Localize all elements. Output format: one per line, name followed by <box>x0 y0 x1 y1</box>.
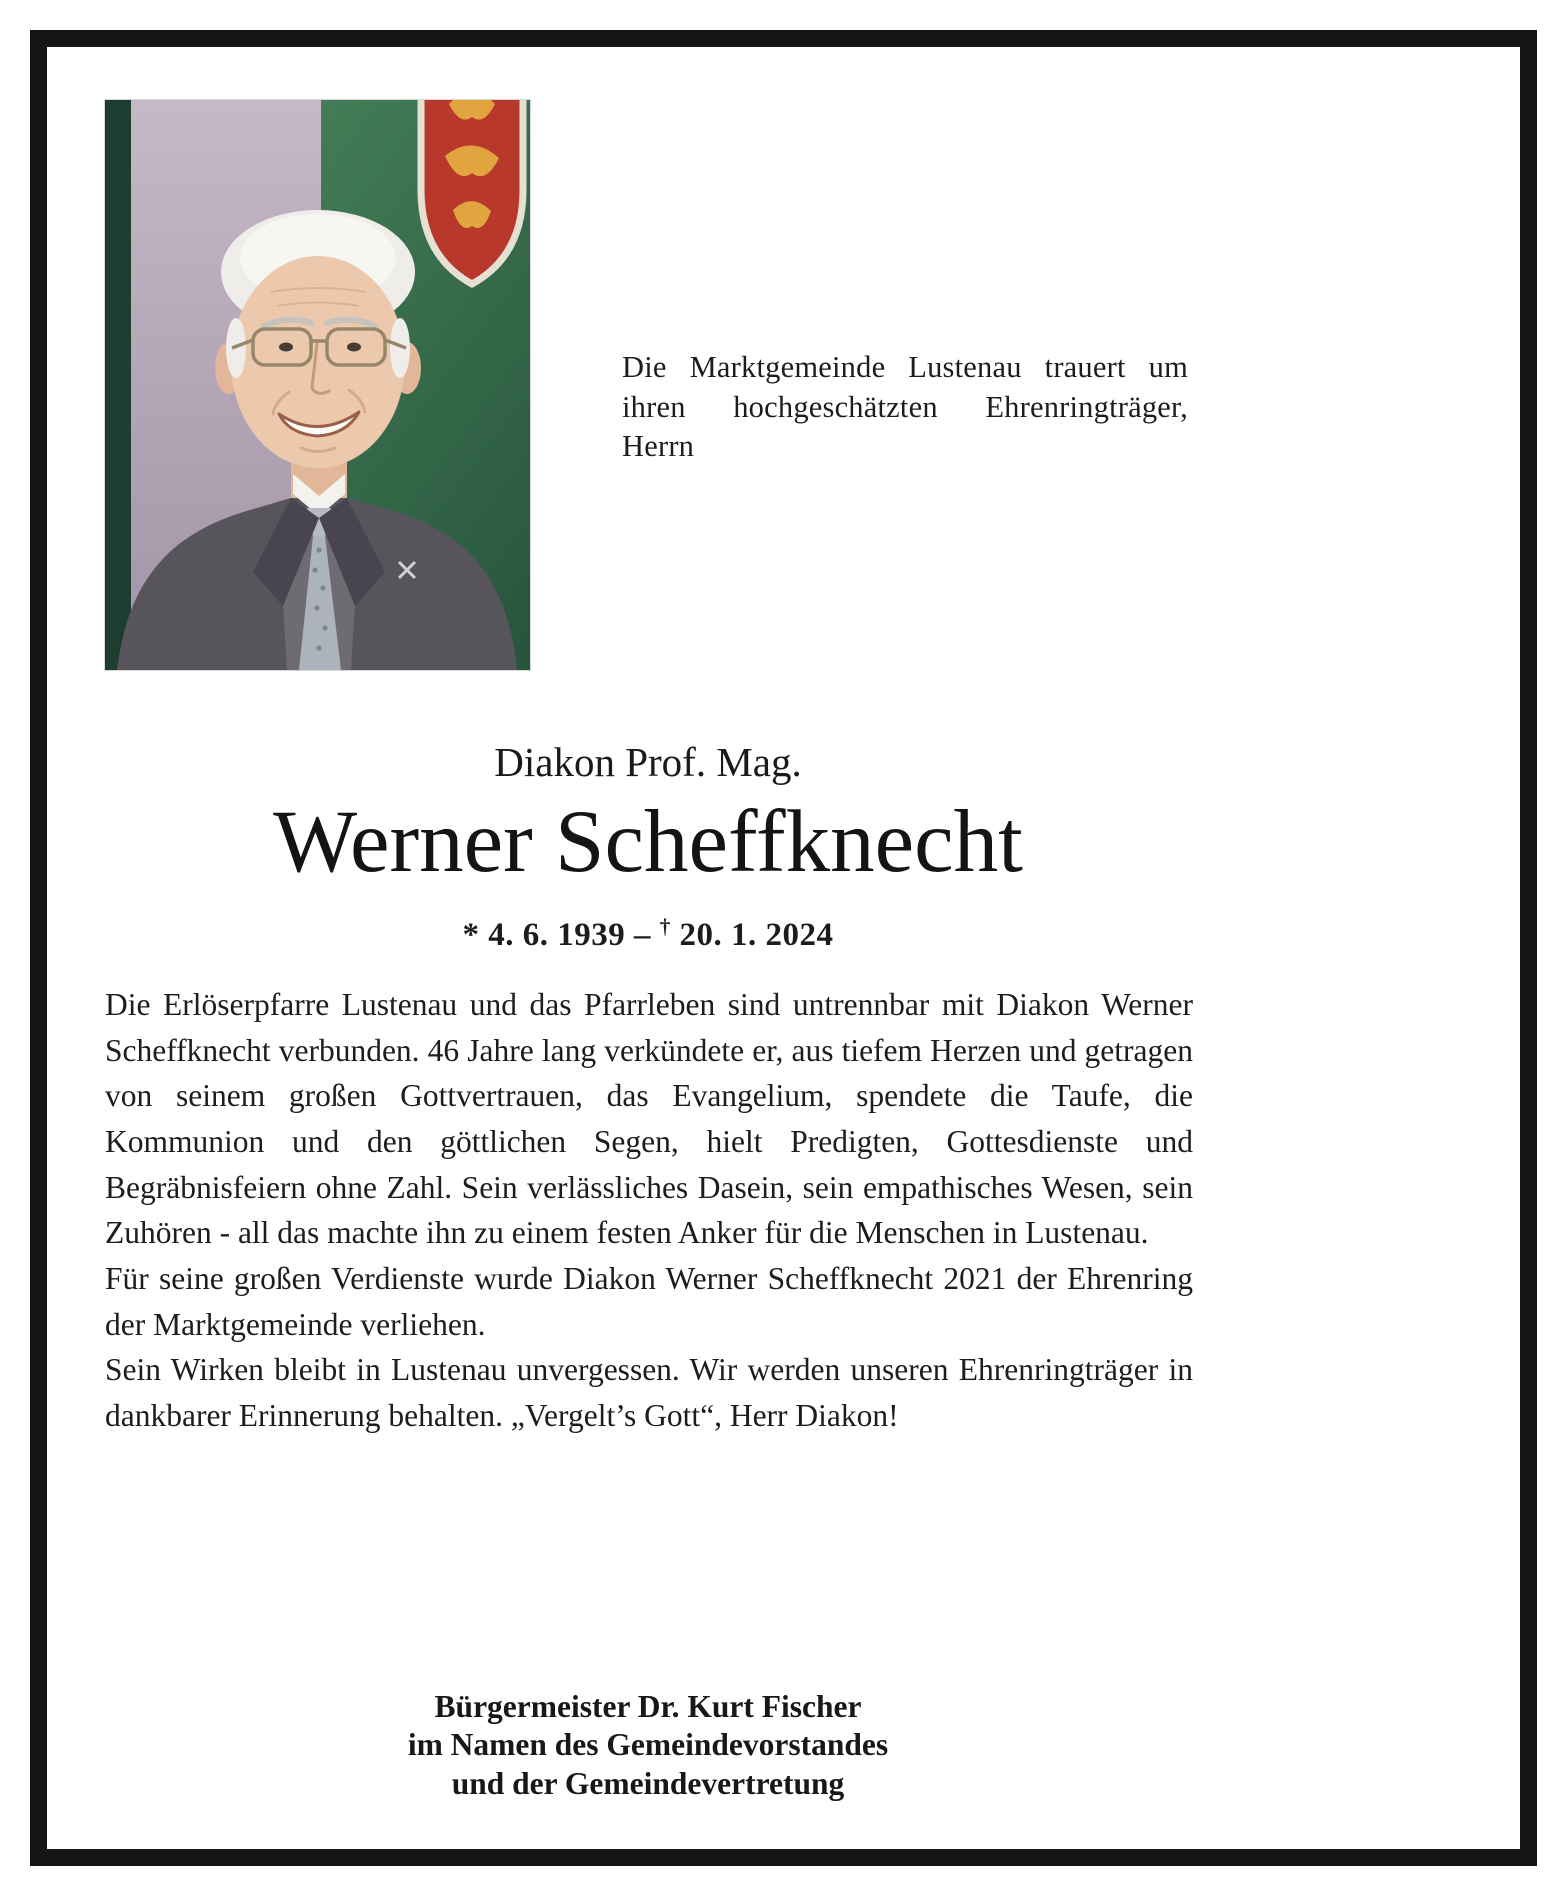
body-paragraph-2: Für seine großen Verdienste wurde Diakon Werner Scheffknecht 2021 der Ehrenring der Marktgemeinde verliehen. <box>105 1261 1193 1342</box>
portrait-photo <box>105 100 530 670</box>
intro-paragraph: Die Marktgemeinde Lustenau trauert um ihren hochgeschätzten Ehrenringträger, Herrn <box>622 350 1188 464</box>
death-date: 20. 1. 2024 <box>679 917 834 953</box>
deceased-name: Werner Scheffknecht <box>273 793 1023 891</box>
body-paragraph-3: Sein Wirken bleibt in Lustenau unvergessen. Wir werden unseren Ehrenringträger in dankbarer Erinnerung behalten. „Vergelt’s Gott“, Herr Diakon! <box>105 1352 1193 1434</box>
dates-dash: – <box>633 917 651 953</box>
signature-line-board: im Namen des Gemeindevorstandes <box>407 1727 889 1763</box>
birth-date: * 4. 6. 1939 <box>462 917 626 953</box>
body-paragraph-1: Die Erlöserpfarre Lustenau und das Pfarrleben sind untrennbar mit Diakon Werner Scheffknecht verbunden. 46 Jahre lang verkündete er, aus tiefem Herzen und getragen von seinem großen Gottvertrauen, das Evangelium, spendete die Taufe, die Kommunion und den göttlichen Segen, hielt Predigten, Gottesdienste und Begräbnisfeiern ohne Zahl. Sein verlässliches Dasein, sein empathisches Wesen, sein Zuhören - all das machte ihn zu einem festen Anker für die Menschen in Lustenau. <box>105 987 1193 1251</box>
coat-of-arms <box>421 100 523 284</box>
portrait-illustration <box>105 100 530 670</box>
title-prefix: Diakon Prof. Mag. <box>494 739 802 785</box>
signature-block <box>105 1688 1191 1803</box>
signature-line-name: Bürgermeister Dr. Kurt Fischer <box>434 1689 862 1724</box>
obituary-body <box>105 982 1193 1439</box>
dates-line <box>105 914 1191 954</box>
signature-line-council: und der Gemeindevertretung <box>451 1765 845 1801</box>
death-cross-icon: † <box>659 914 671 938</box>
